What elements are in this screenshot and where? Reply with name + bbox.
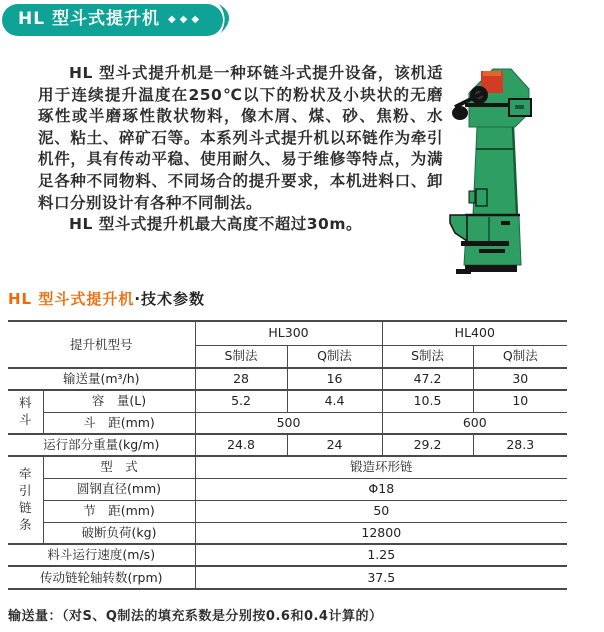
row-label: 斗 距(mm) [43,412,195,434]
swoosh-icon [206,2,240,36]
row-bucket-pitch [8,412,567,434]
row-label: 料斗运行速度(m/s) [8,544,195,566]
value-cell: 500 [195,412,382,434]
value-cell: 12800 [195,522,567,544]
tech-params-title-suffix: ·技术参数 [134,290,206,308]
value-cell: 28.3 [473,434,567,456]
intro-paragraph-1: HL 型斗式提升机是一种环链斗式提升设备，该机适用于连续提升温度在250℃以下的粉状及小块状的无磨琢性或半磨琢性散状物料，像木屑、煤、砂、焦粉、水泥、粘土、碎矿石等。本系列斗式提升机以环链作为牵引机件，具有传动平稳、使用耐久、易于维修等特点，为满足各种不同物料、不同场合的提升要求，本机进料口、卸料口分别设计有各种不同制法。 [38,64,443,212]
row-label: 输送量(m³/h) [8,368,195,390]
value-cell: 10.5 [382,390,473,412]
tech-params-title-model: HL 型斗式提升机 [8,290,135,308]
row-running-weight [8,434,567,456]
row-label: 运行部分重量(kg/m) [8,434,195,456]
value-cell: Φ18 [195,478,567,500]
row-label: 传动链轮轴转数(rpm) [8,566,195,588]
row-chain-rod-diameter [8,478,567,500]
model-header-cell: 提升机型号 [8,322,195,368]
method-cell: S制法 [382,345,473,368]
row-sprocket-rpm [8,566,567,588]
row-bucket-volume [8,390,567,412]
row-label: 型 式 [43,456,195,478]
value-cell: 4.4 [287,390,382,412]
group-cell-bucket [8,390,43,434]
group-cell-chain [8,456,43,544]
intro-section [38,63,564,278]
diamond-icons: ◆◆◆ [167,14,204,25]
page-title: HL 型斗式提升机 [18,9,160,29]
row-label: 破断负荷(kg) [43,522,195,544]
value-cell: 29.2 [382,434,473,456]
page-header [2,4,604,36]
method-cell: S制法 [195,345,287,368]
row-label: 圆钢直径(mm) [43,478,195,500]
value-cell: 24.8 [195,434,287,456]
model-hl400-cell: HL400 [382,322,567,345]
header-row-models [8,322,567,345]
value-cell: 1.25 [195,544,567,566]
group-label: 牵引链条 [18,466,32,532]
row-label: 容 量(L) [43,390,195,412]
value-cell: 24 [287,434,382,456]
value-cell: 50 [195,500,567,522]
row-bucket-speed [8,544,567,566]
spec-table [8,322,567,588]
intro-text [38,63,443,236]
bucket-elevator-photo [449,63,564,278]
value-cell: 28 [195,368,287,390]
value-cell: 5.2 [195,390,287,412]
row-chain-breaking-load [8,522,567,544]
value-cell: 47.2 [382,368,473,390]
tech-params-title [8,288,604,309]
value-cell: 30 [473,368,567,390]
method-cell: Q制法 [473,345,567,368]
page-title-banner [2,4,223,36]
row-chain-type [8,456,567,478]
row-label: 节 距(mm) [43,500,195,522]
value-cell: 锻造环形链 [195,456,567,478]
value-cell: 16 [287,368,382,390]
row-chain-pitch [8,500,567,522]
table-footnote: 输送量：（对S、Q制法的填充系数是分别按0.6和0.4计算的） [8,609,383,624]
intro-paragraph-2: HL 型斗式提升机最大高度不超过30m。 [69,215,362,234]
model-hl300-cell: HL300 [195,322,382,345]
value-cell: 10 [473,390,567,412]
value-cell: 37.5 [195,566,567,588]
spec-table-wrap [8,320,567,590]
method-cell: Q制法 [287,345,382,368]
value-cell: 600 [382,412,567,434]
group-label: 料斗 [18,395,32,427]
row-capacity-flow [8,368,567,390]
